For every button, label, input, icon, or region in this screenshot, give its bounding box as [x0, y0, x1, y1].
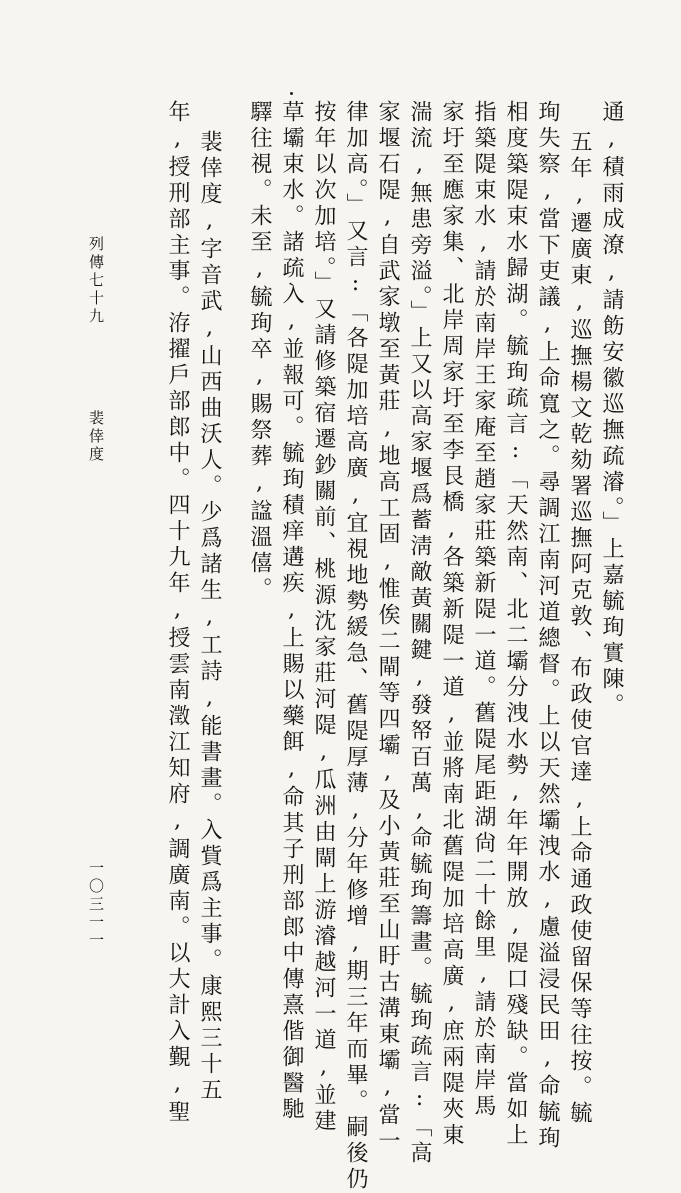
- margin-section-title: 列傳七十九: [87, 236, 105, 326]
- margin-person-name: 裴倖度: [87, 410, 105, 464]
- text-column-8: 家堰石隄,自武家墩至黃莊,地高工固,惟俟二閘等四壩,及小黃莊至山盱古溝東壩,當一: [375, 100, 400, 1155]
- text-column-11: 草壩束水。諸疏入,並報可。毓珣積痒遘疾,上賜以藥餌,命其子刑部郎中傳熹偕御醫馳: [279, 100, 304, 1123]
- text-column-9: 律加高。」又言:「各隄加培高廣,宜視地勢緩急、舊隄厚薄,分年修增,期三年而畢。嗣後仍: [343, 100, 368, 1193]
- text-column-4: 相度築隄束水歸湖。毓珣疏言:「天然南、北二壩分洩水勢,年年開放,隄口殘缺。當如上: [503, 100, 528, 1149]
- page-number: 一〇三一一: [87, 860, 105, 950]
- text-column-5: 指築隄束水,請於南岸王家庵至趙家莊築新隄一道。舊隄尾距湖尙二十餘里,請於南岸馬: [471, 100, 496, 1120]
- text-column-2: 五年,遷廣東,巡撫楊文乾劾署巡撫阿克敦、布政使官達,上命通政使留保等往按。毓: [567, 130, 592, 1127]
- text-column-13: 裴倖度,字音武,山西曲沃人。少爲諸生,工詩,能書畫。入貲爲主事。康熙三十五: [197, 130, 222, 1104]
- text-column-6: 家圩至應家集、北岸周家圩至李艮橋,各築新隄一道,並將南北舊隄加培高廣,庶兩隄夾東: [439, 100, 464, 1149]
- text-column-10: 按年以次加培。」又請修築宿遷鈔關前、桃源沈家莊河隄,瓜洲由閘上游濬越河一道,並建: [311, 100, 336, 1135]
- text-column-3: 珣失察,當下吏議,上命寬之。尋調江南河道總督。上以天然壩洩水,慮溢浸民田,命毓珣: [535, 100, 560, 1152]
- text-column-14: 年,授刑部主事。洊擢戶部郎中。四十九年,授雲南澂江知府,調廣南。以大計入覲,聖: [165, 100, 190, 1126]
- text-column-1: 通,積雨成潦,請飭安徽巡撫疏濬。」上嘉毓珣實陳。: [599, 100, 624, 719]
- text-column-7: 湍流,無患旁溢。」上又以高家堰爲蓄淸敵黃關鍵,發帑百萬,命毓珣籌畫。毓珣疏言:「高: [407, 100, 432, 1167]
- text-column-12: 驛往視。未至,毓珣卒,賜祭葬,諡溫僖。: [247, 100, 272, 603]
- ink-speck: [290, 92, 293, 95]
